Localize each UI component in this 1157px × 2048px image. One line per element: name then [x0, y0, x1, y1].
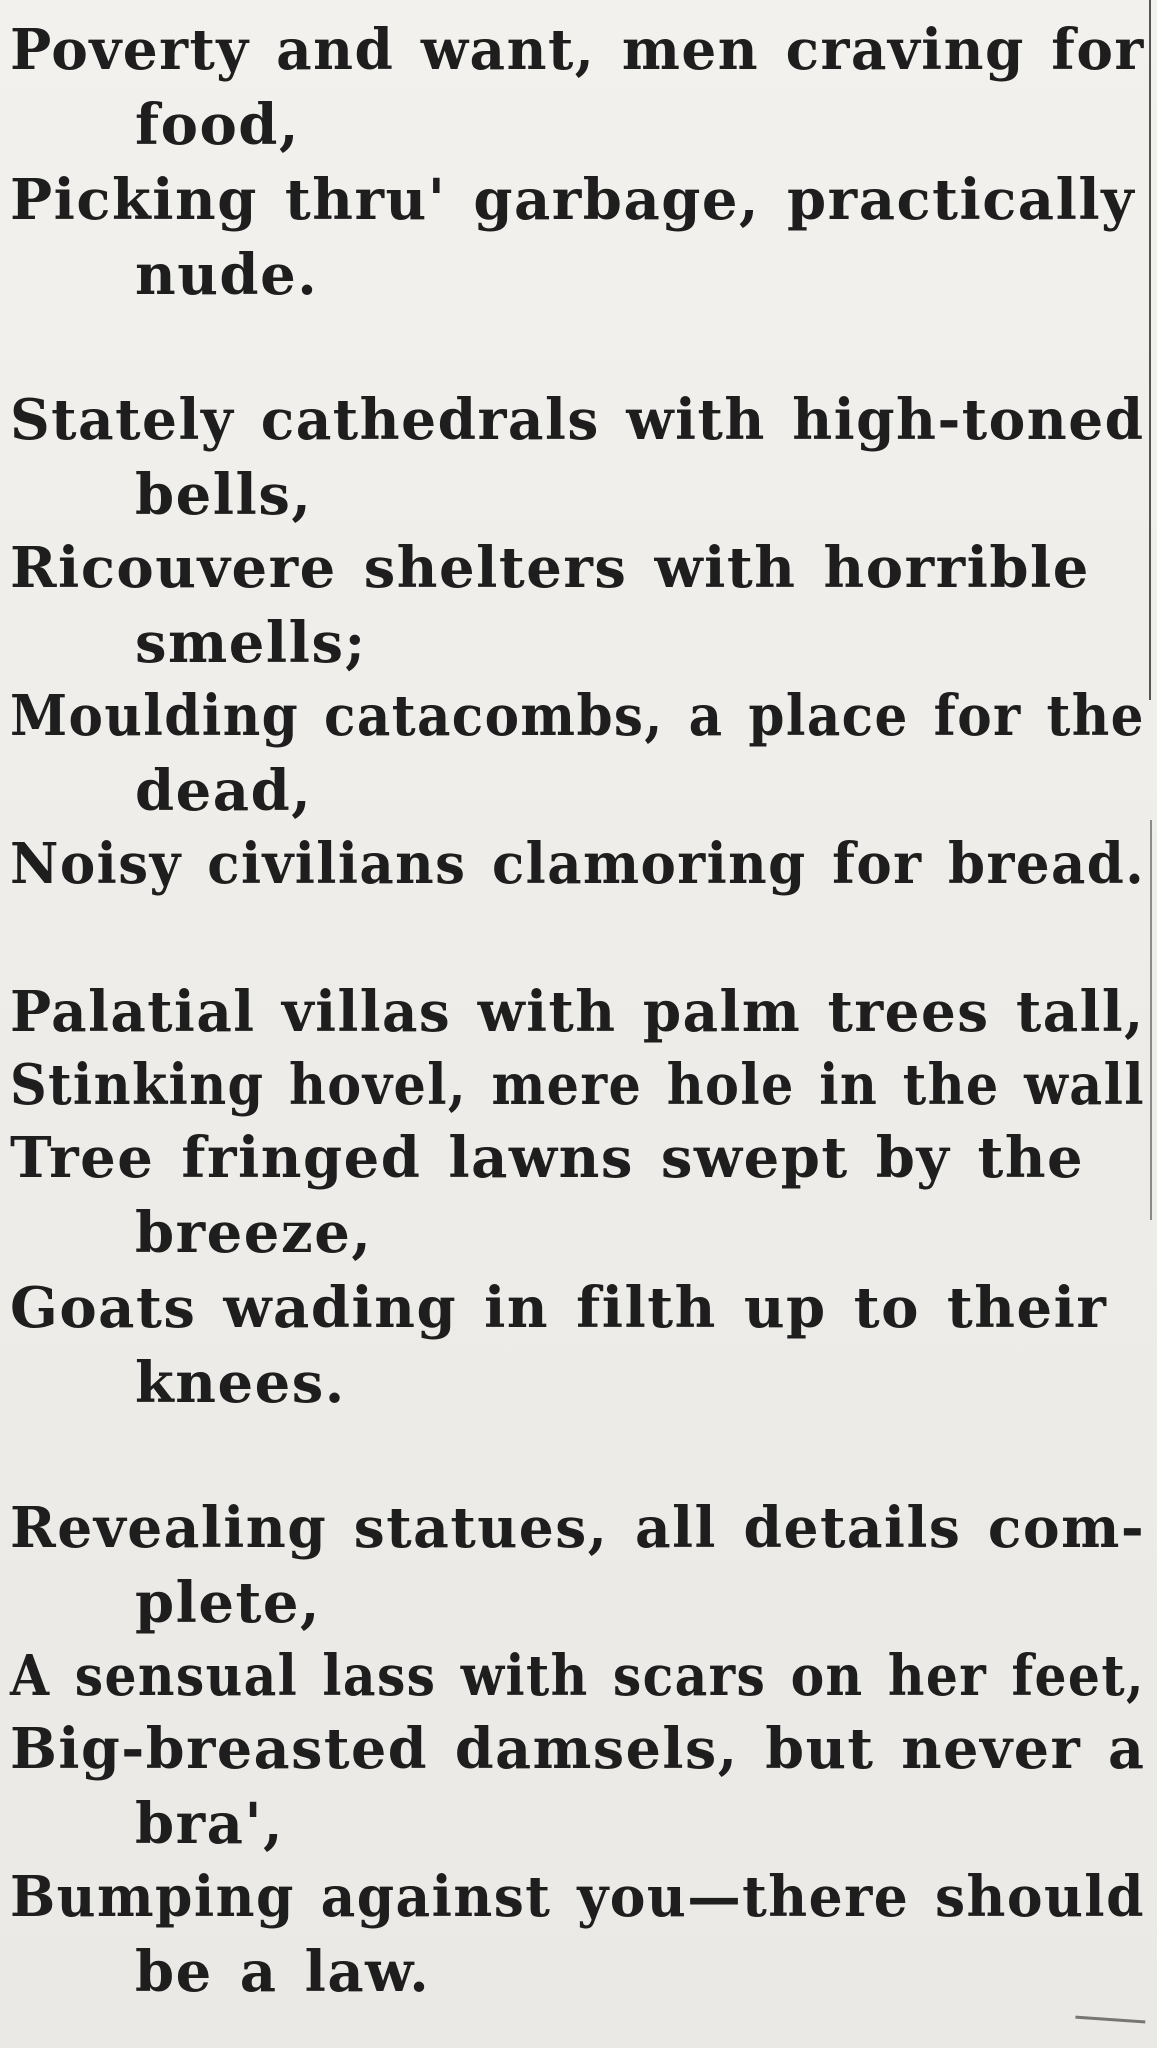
- poem-line: Picking thru' garbage, practically: [10, 167, 1136, 233]
- poem-line: be a law.: [135, 1939, 431, 2005]
- poem-line: Ricouvere shelters with horrible: [10, 535, 1090, 601]
- poem-line: Bumping against you—there should: [10, 1864, 1145, 1930]
- poem-line: food,: [135, 92, 300, 158]
- poem-line: smells;: [135, 610, 367, 676]
- poem-line: bells,: [135, 462, 313, 528]
- poem-line: Stately cathedrals with high-toned: [10, 387, 1145, 453]
- poem-line: Palatial villas with palm trees tall,: [10, 979, 1145, 1045]
- column-rule: [1149, 0, 1151, 700]
- poem-line: Big-breasted damsels, but never a: [10, 1716, 1146, 1782]
- poem-line: breeze,: [135, 1200, 373, 1266]
- poem-line: bra',: [135, 1791, 285, 1857]
- ink-smudge: [1075, 2016, 1146, 2034]
- poem-line: nude.: [135, 242, 319, 308]
- poem-line: Stinking hovel, mere hole in the wall: [10, 1052, 1145, 1118]
- poem-line: Moulding catacombs, a place for the: [10, 683, 1145, 749]
- column-rule-lower: [1150, 820, 1152, 1220]
- poem-line: Poverty and want, men craving for: [10, 17, 1145, 83]
- poem-line: plete,: [135, 1570, 322, 1636]
- poem-line: dead,: [135, 758, 313, 824]
- poem-line: A sensual lass with scars on her feet,: [10, 1643, 1145, 1709]
- poem-line: Revealing statues, all details com-: [10, 1495, 1146, 1561]
- poem-line: Tree fringed lawns swept by the: [10, 1125, 1085, 1191]
- poem-line: Goats wading in filth up to their: [10, 1275, 1108, 1341]
- poem-line: knees.: [135, 1350, 346, 1416]
- poem-line: Noisy civilians clamoring for bread.: [10, 831, 1146, 897]
